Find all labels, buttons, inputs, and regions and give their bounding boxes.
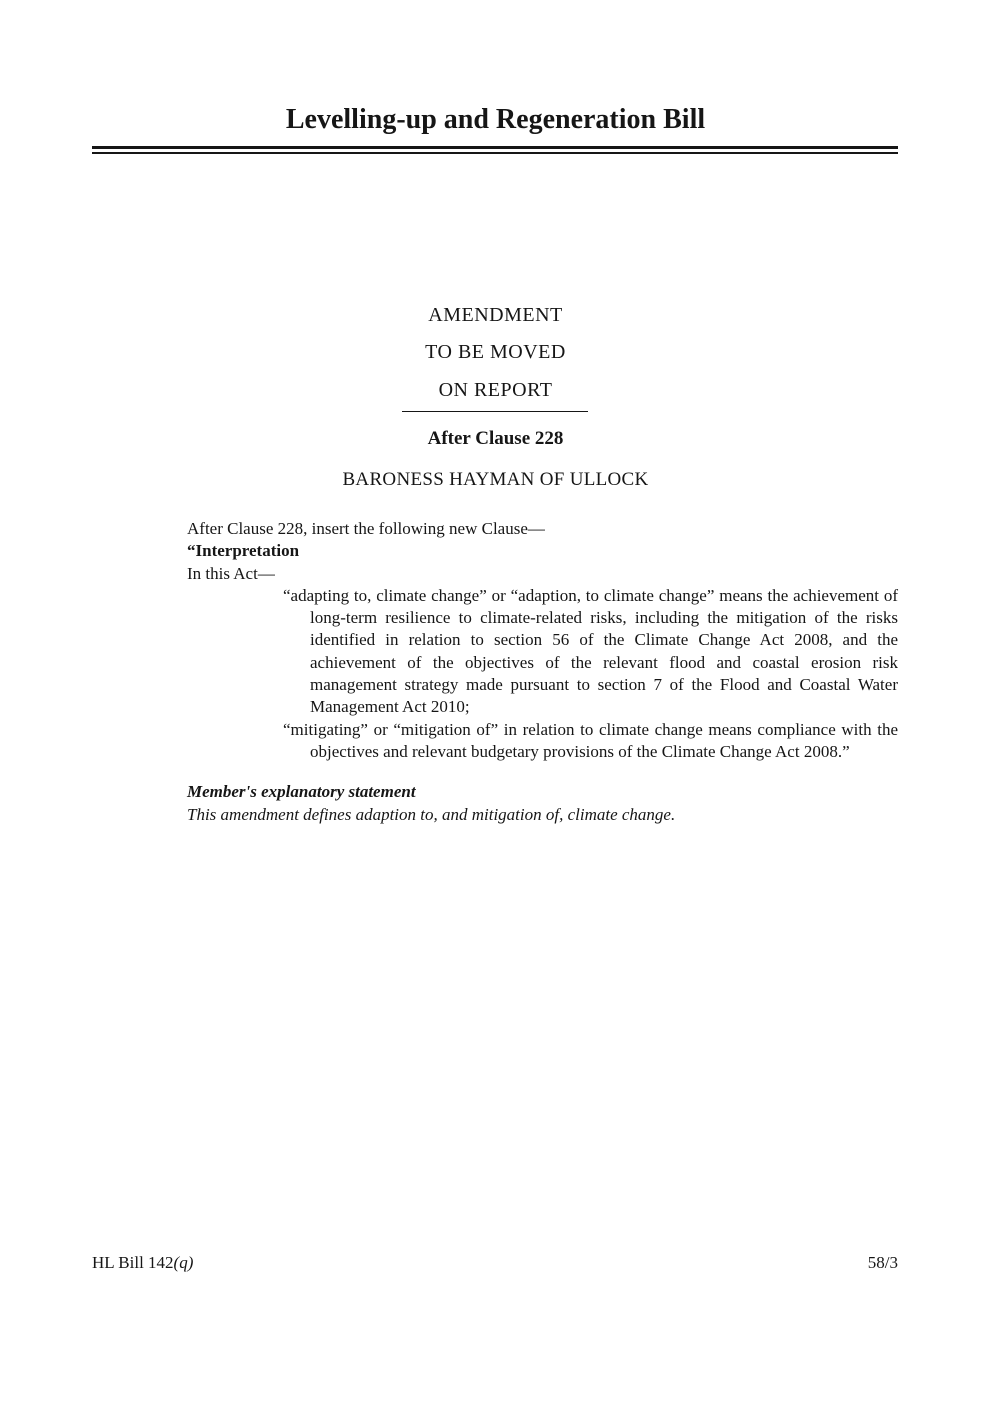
page-footer (92, 1253, 898, 1273)
definition-mitigating: “mitigating” or “mitigation of” in relation to climate change means compliance with the objectives and relevant budgetary provisions of the Climate Change Act 2008.” (283, 719, 898, 761)
explanatory-statement-heading: Member's explanatory statement (187, 782, 416, 802)
bill-title: Levelling-up and Regeneration Bill (285, 104, 706, 135)
heading-underline-rule (402, 411, 588, 412)
amendment-body (187, 518, 898, 826)
explanatory-statement-text: This amendment defines adaption to, and mitigation of, climate change. (187, 804, 676, 824)
bill-reference (92, 1253, 193, 1273)
title-double-rule (92, 146, 898, 154)
new-clause-intro: In this Act— (187, 563, 275, 583)
bill-suffix: (q) (173, 1253, 194, 1272)
amendment-heading-line1: AMENDMENT (428, 304, 563, 326)
after-clause-heading: After Clause 228 (427, 428, 564, 449)
definition-adapting: “adapting to, climate change” or “adaption, to climate change” means the achievement of long-term resilience to climate-related risks, including the mitigation of the risks identified in relation to section 56 of the Climate Change Act 2008, and the achievement of the objectives of the relevant flood and coastal erosion risk management strategy made pursuant to section 7 of the Flood and Coastal Water Management Act 2010; (283, 585, 898, 717)
sponsor-name: BARONESS HAYMAN OF ULLOCK (342, 469, 649, 490)
amendment-heading-line2: TO BE MOVED (425, 341, 566, 363)
instruction-text: After Clause 228, insert the following new Clause— (187, 519, 545, 538)
explanatory-statement (187, 781, 898, 826)
page-reference: 58/3 (867, 1253, 898, 1272)
bill-number: HL Bill 142 (92, 1253, 174, 1272)
new-clause-title: “Interpretation (187, 541, 300, 561)
amendment-heading-line3: ON REPORT (438, 379, 553, 401)
